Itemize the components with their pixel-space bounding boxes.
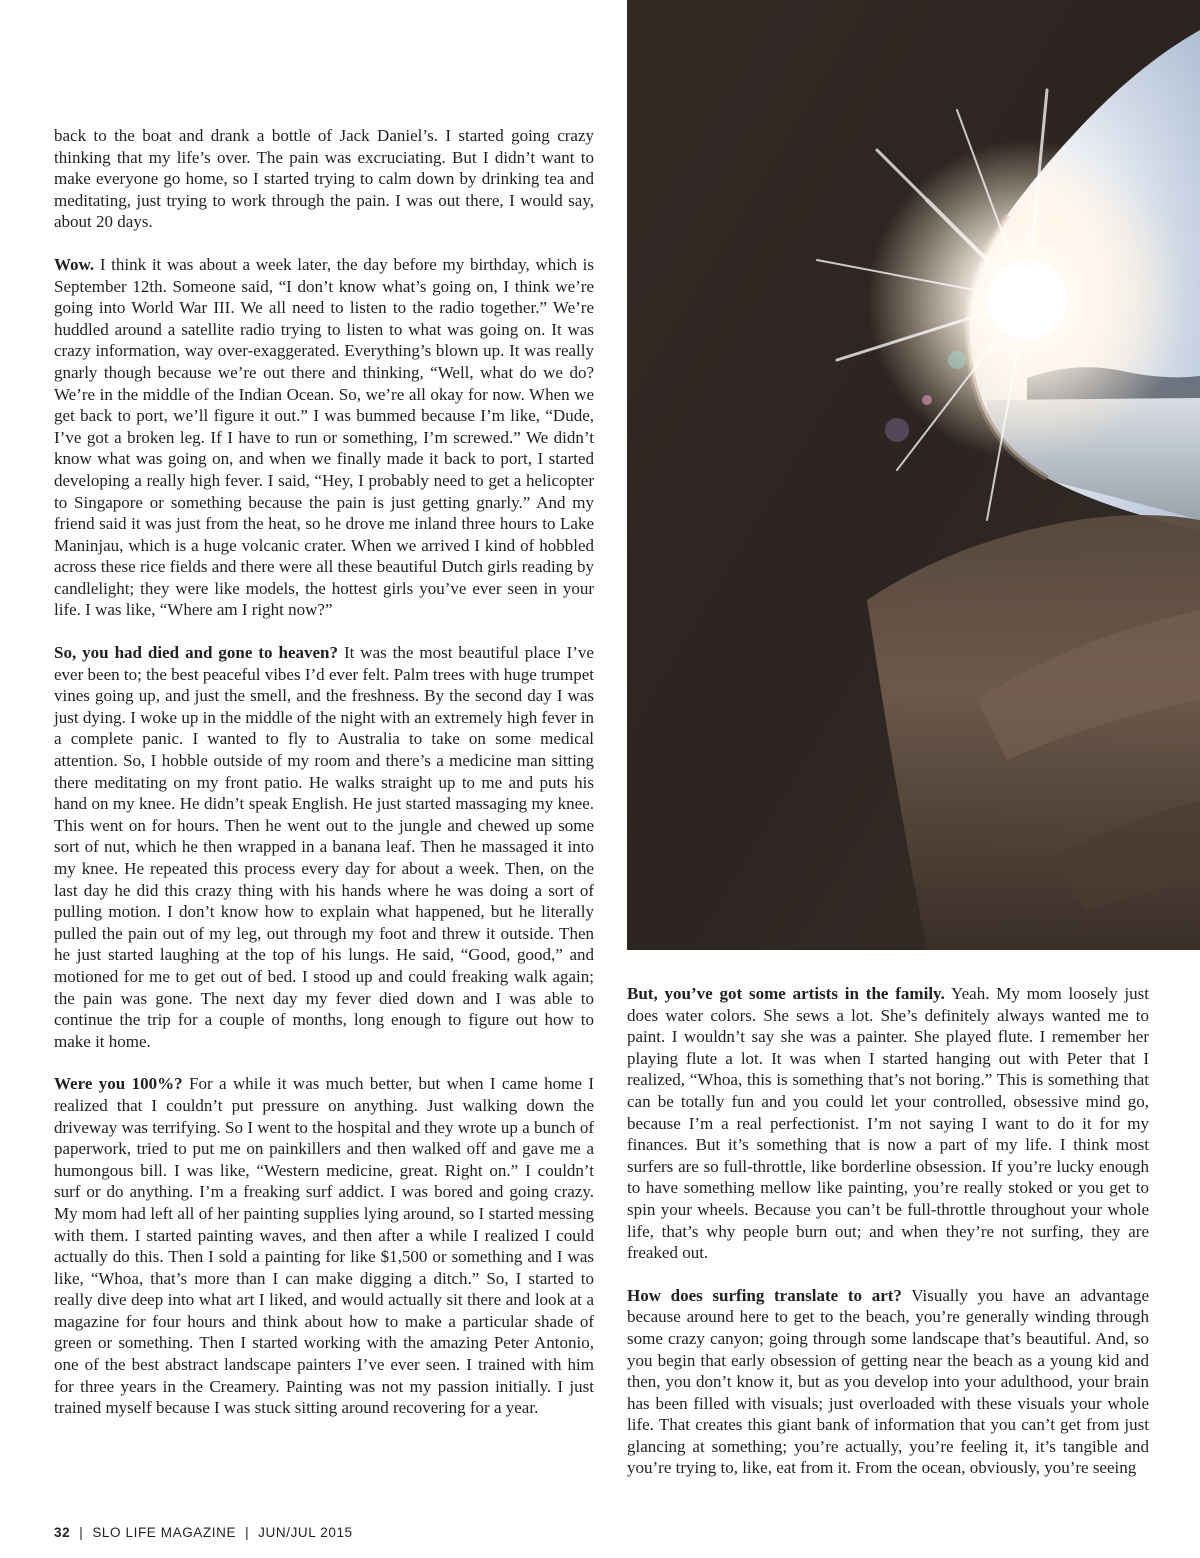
interview-answer: Visually you have an advantage because around here to get to the beach, you’re generally winding through some crazy canyon; going through some landscape that’s beautiful. And, so you begin that early obsession of getting near the beach as a young kid and then, you don’t know it, but as you develop into your adulthood, your brain has been filled with visuals; just overloaded with these visuals your whole life. That creates this giant bank of information that you can’t get from just glancing at something; you’re actually, you’re feeling it, it’s tangible and you’re trying to, like, eat from it. From the ocean, obviously, you’re seeing [627,1285,1149,1478]
sunburst-wave-photo [627,0,1200,950]
interview-question: Wow. [54,254,95,274]
article-paragraph [54,1073,594,1419]
interview-answer: It was the most beautiful place I’ve ever been to; the best peaceful vibes I’d ever felt. Palm trees with huge trumpet vines going up, and just the smell, and the freshness. By the second day I was just dying. I woke up in the middle of the night with an extremely high fever in a complete panic. I wanted to fly to Australia to take on some medical attention. So, I hobble outside of my room and there’s a medicine man sitting there meditating on my front patio. He walks straight up to me and puts his hand on my knee. He didn’t speak English. He just started massaging my knee. This went on for hours. Then he went out to the jungle and chewed up some sort of nut, which he then wrapped in a banana leaf. Then he massaged it into my knee. He repeated this process every day for about a week. Then, on the last day he did this crazy thing with his hands where he was doing a sort of pulling motion. I don’t know how to explain what happened, but he literally pulled the pain out of my leg, out through my foot and threw it outside. Then he just started laughing at the top of his lungs. He said, “Good, good,” and motioned for me to get out of bed. I stood up and could freaking walk again; the pain was gone. The next day my fever died down and I was able to continue the trip for a couple of months, long enough to figure out how to make it home. [54,643,594,1051]
page-number: 32 [54,1525,71,1540]
article-paragraph [54,254,594,621]
article-paragraph [627,983,1149,1264]
right-article-column [627,983,1149,1500]
page-footer [54,1525,353,1540]
interview-answer: back to the boat and drank a bottle of Jack Daniel’s. I started going crazy thinking that my life’s over. The pain was excruciating. But I didn’t want to make everyone go home, so I started trying to calm down by drinking tea and meditating, just trying to work through the pain. I was out there, I would say, about 20 days. [54,126,594,232]
interview-answer: I think it was about a week later, the day before my birthday, which is September 12th. Someone said, “I don’t know what’s going on, I think we’re going into World War III. We all need to listen to the radio together.” We’re huddled around a satellite radio trying to listen to what was going on. It was crazy information, way over-exaggerated. Everything’s blown up. It was really gnarly though because we’re out there and thinking, “Well, what do we do? We’re in the middle of the Indian Ocean. So, we’re all okay for now. When we get back to port, we’ll figure it out.” I was bummed because I’m like, “Dude, I’ve got a broken leg. If I have to run or something, I’m screwed.” We didn’t know what was going on, and when we finally made it back to port, I started developing a really high fever. I said, “Hey, I probably need to get a helicopter to Singapore or something because the pain is just getting gnarly.” And my friend said it was just from the heat, so he drove me inland three hours to Lake Maninjau, which is a huge volcanic crater. When we arrived I kind of hobbled across these rice fields and there were all these beautiful Dutch girls reading by candlelight; they were like models, the hottest girls you’ve ever seen in your life. I was like, “Where am I right now?” [54,254,594,620]
footer-separator: | [245,1525,250,1540]
interview-answer: Yeah. My mom loosely just does water colors. She sews a lot. She’s definitely always wanted me to paint. I wouldn’t say she was a painter. She played flute. I remember her playing flute a lot. It was when I started hanging out with Peter that I realized, “Whoa, this is something that’s not boring.” This is something that can be totally fun and you could let your controlled, obsessive mind go, because I’m a real perfectionist. I’m not saying I want to do it for my finances. But it’s something that is now a part of my life. I think most surfers are so full-throttle, like borderline obsession. If you’re lucky enough to have something mellow like painting, you’re really stoked or you get to spin your wheels. Because you can’t be full-throttle throughout your whole life, that’s why people burn out; and when they’re not surfing, they are freaked out. [627,984,1149,1263]
magazine-name: SLO LIFE MAGAZINE [92,1525,237,1540]
interview-question: Were you 100%? [54,1074,183,1094]
footer-separator: | [79,1525,84,1540]
article-paragraph [54,125,594,233]
interview-answer: For a while it was much better, but when I came home I realized that I couldn’t put pressure on anything. Just walking down the driveway was terrifying. So I went to the hospital and they wrote up a bunch of paperwork, tried to put me on painkillers and then walked off and gave me a humongous bill. I was like, “Western medicine, great. Right on.” I couldn’t surf or do anything. I’m a freaking surf addict. I was bored and going crazy. My mom had left all of her painting supplies lying around, so I started messing with them. I started painting waves, and then after a while I realized I could actually do this. Then I sold a painting for like $1,500 or something and I was like, “Whoa, that’s more than I can make digging a ditch.” So, I started to really dive deep into what art I liked, and would actually sit there and look at a magazine for four hours and think about how to make a particular shade of green or something. Then I started working with the amazing Peter Antonio, one of the best abstract landscape painters I’ve ever seen. I trained with him for three years in the Creamery. Painting was not my passion initially. I just trained myself because I was stuck sitting around recovering for a year. [54,1074,594,1418]
issue-date: JUN/JUL 2015 [258,1525,353,1540]
left-article-column [54,125,594,1440]
interview-question: How does surfing translate to art? [627,1285,902,1305]
article-paragraph [627,1285,1149,1479]
interview-question: But, you’ve got some artists in the family. [627,984,945,1003]
article-paragraph [54,642,594,1052]
interview-question: So, you had died and gone to heaven? [54,643,338,663]
